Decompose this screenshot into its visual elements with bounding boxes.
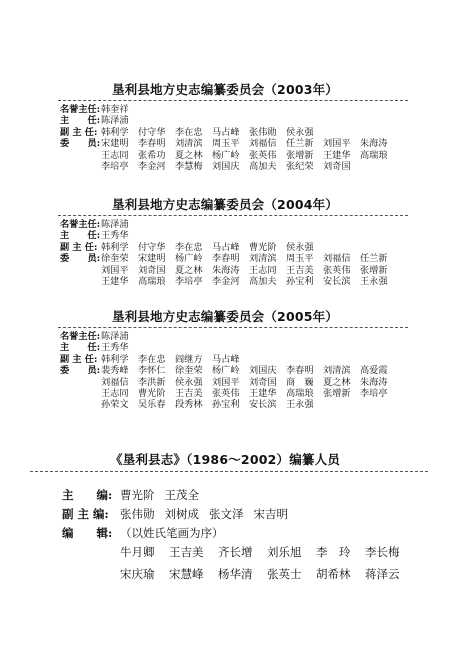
role-label: 名誉主任: xyxy=(60,331,101,342)
member-name: 高加夫 xyxy=(249,160,277,172)
member-row xyxy=(60,331,440,342)
member-name: 高瑞琅 xyxy=(360,149,388,161)
member-name: 刘国庆 xyxy=(212,160,240,172)
member-name: 曹光阶 xyxy=(249,241,277,253)
member-name: 夏之林 xyxy=(323,376,351,388)
member-name: 王建华 xyxy=(249,387,277,399)
member-name: 韩奎祥 xyxy=(101,104,129,115)
member-name: 李培亭 xyxy=(360,387,388,399)
section-title-editors: 《垦利县志》（1986～2002）编纂人员 xyxy=(109,452,341,467)
editor-name: 张伟勋 xyxy=(120,507,155,521)
member-row xyxy=(60,161,440,172)
member-name: 夏之林 xyxy=(175,264,203,276)
member-name: 刘清滨 xyxy=(249,253,277,265)
member-name: 马占峰 xyxy=(212,353,240,365)
member-name: 王秀华 xyxy=(101,230,129,242)
member-name: 杨广岭 xyxy=(212,149,240,161)
member-name: 付守华 xyxy=(138,241,166,253)
editor-row xyxy=(62,487,422,506)
member-name: 裴秀峰 xyxy=(101,365,129,377)
member-row xyxy=(60,150,440,161)
member-name: 陈泽浦 xyxy=(101,115,129,127)
member-name: 陈泽浦 xyxy=(101,331,129,342)
role-label: 名誉主任: xyxy=(60,219,101,230)
member-name: 杨广岭 xyxy=(175,253,203,265)
member-name: 侯永强 xyxy=(175,376,203,388)
member-name: 刘奇国 xyxy=(323,160,351,172)
editor-name: 刘树成 xyxy=(164,507,199,521)
member-name: 周玉平 xyxy=(212,138,240,150)
member-name: 张英伟 xyxy=(323,264,351,276)
member-row xyxy=(60,388,440,399)
role-label xyxy=(60,388,101,399)
member-row xyxy=(60,377,440,388)
editor-member-name: 齐长增 xyxy=(218,545,253,559)
editor-member-name: 李长梅 xyxy=(365,545,400,559)
role-label: 主 编: xyxy=(62,488,113,502)
member-name: 刘福信 xyxy=(249,138,277,150)
role-label: 副 主 任: xyxy=(60,126,98,138)
member-name: 刘奇国 xyxy=(249,376,277,388)
member-row xyxy=(60,104,440,115)
section-title-2004: 垦利县地方史志编纂委员会（2004年） xyxy=(111,197,339,212)
member-name: 高加夫 xyxy=(249,275,277,287)
member-row xyxy=(60,253,440,264)
member-name: 吴乐春 xyxy=(138,399,166,411)
section-title-2005: 垦利县地方史志编纂委员会（2005年） xyxy=(111,309,339,324)
member-name: 马占峰 xyxy=(212,126,240,138)
editor-member-name: 王吉美 xyxy=(169,545,204,559)
editor-name: 曹光阶 xyxy=(120,488,155,502)
role-label: 编 辑: xyxy=(62,526,113,540)
committee-2005 xyxy=(60,331,440,411)
member-name: 李在忠 xyxy=(138,353,166,365)
member-row xyxy=(60,365,440,376)
member-name: 安长滨 xyxy=(249,399,277,411)
editor-member-name: 牛月卿 xyxy=(120,545,155,559)
member-name: 商 巍 xyxy=(286,376,314,388)
editor-member-name: 宋庆瑜 xyxy=(120,567,155,581)
member-name: 侯永强 xyxy=(286,241,314,253)
member-name: 张纪荣 xyxy=(286,160,314,172)
editor-member-name: 杨华清 xyxy=(218,567,253,581)
member-name: 韩利学 xyxy=(101,241,129,253)
editor-member-row xyxy=(62,544,422,566)
member-name: 曹光阶 xyxy=(138,387,166,399)
role-label: 委 员: xyxy=(60,138,101,150)
member-name: 侯永强 xyxy=(286,126,314,138)
member-name: 孙宝利 xyxy=(286,275,314,287)
role-label: 主 任: xyxy=(60,230,101,242)
member-row xyxy=(60,354,440,365)
member-name: 李在忠 xyxy=(175,126,203,138)
member-row xyxy=(60,230,440,241)
member-name: 刘清滨 xyxy=(323,365,351,377)
member-name: 张增新 xyxy=(323,387,351,399)
member-name: 段秀林 xyxy=(175,399,203,411)
member-name: 周玉平 xyxy=(286,253,314,265)
editor-name: 王茂全 xyxy=(164,488,199,502)
editor-member-name: 宋慧峰 xyxy=(169,567,204,581)
member-name: 王建华 xyxy=(323,149,351,161)
member-name: 李春明 xyxy=(286,365,314,377)
role-label: 副 主 任: xyxy=(60,241,98,253)
member-name: 王永强 xyxy=(286,399,314,411)
member-name: 张增新 xyxy=(360,264,388,276)
member-name: 任兰新 xyxy=(286,138,314,150)
member-name: 高爱霞 xyxy=(360,365,388,377)
member-name: 夏之林 xyxy=(175,149,203,161)
editor-row xyxy=(62,525,422,544)
member-row xyxy=(60,219,440,230)
member-name: 刘福信 xyxy=(323,253,351,265)
member-name: 孙宝利 xyxy=(212,399,240,411)
committee-2004 xyxy=(60,219,440,287)
member-name: 孙荣文 xyxy=(101,399,129,411)
role-label xyxy=(60,399,101,410)
member-name: 宋建明 xyxy=(101,138,129,150)
member-name: 高瑞琅 xyxy=(138,275,166,287)
member-name: 韩利学 xyxy=(101,353,129,365)
role-label: 委 员: xyxy=(60,365,101,377)
member-name: 王吉美 xyxy=(175,387,203,399)
member-name: 李培亭 xyxy=(101,160,129,172)
member-name: 朱海涛 xyxy=(360,376,388,388)
editor-name: 宋吉明 xyxy=(253,507,288,521)
member-row xyxy=(60,265,440,276)
divider xyxy=(30,471,428,472)
member-name: 王永强 xyxy=(360,275,388,287)
divider xyxy=(58,100,408,101)
editors-list xyxy=(62,487,422,588)
member-name: 王建华 xyxy=(101,275,129,287)
member-row xyxy=(60,138,440,149)
member-name: 杨广岭 xyxy=(212,365,240,377)
member-name: 刘清滨 xyxy=(175,138,203,150)
role-label: 主 任: xyxy=(60,342,101,354)
member-name: 李金河 xyxy=(212,275,240,287)
member-name: 付守华 xyxy=(138,126,166,138)
member-name: 刘国平 xyxy=(101,264,129,276)
member-name: 张英伟 xyxy=(212,387,240,399)
member-name: 朱海涛 xyxy=(360,138,388,150)
member-name: 陈泽浦 xyxy=(101,219,129,230)
member-row xyxy=(60,342,440,353)
section-title-2003: 垦利县地方史志编纂委员会（2003年） xyxy=(111,82,339,97)
member-name: 王吉美 xyxy=(286,264,314,276)
role-label xyxy=(60,265,101,276)
member-name: 李怀仁 xyxy=(138,365,166,377)
member-name: 刘国平 xyxy=(212,376,240,388)
member-name: 安长滨 xyxy=(323,275,351,287)
editor-name: 张文泽 xyxy=(209,507,244,521)
member-name: 李春明 xyxy=(212,253,240,265)
member-name: 李培亭 xyxy=(175,275,203,287)
member-name: 张英伟 xyxy=(249,149,277,161)
member-name: 马占峰 xyxy=(212,241,240,253)
member-row xyxy=(60,242,440,253)
member-name: 刘奇国 xyxy=(138,264,166,276)
role-label: 主 任: xyxy=(60,115,101,127)
member-name: 刘国平 xyxy=(323,138,351,150)
role-label: 副 主 编: xyxy=(62,507,109,521)
member-name: 李金河 xyxy=(138,160,166,172)
member-name: 张伟勋 xyxy=(249,126,277,138)
member-row xyxy=(60,115,440,126)
editor-member-name: 刘乐旭 xyxy=(267,545,302,559)
member-name: 李春明 xyxy=(138,138,166,150)
member-name: 李慧梅 xyxy=(175,160,203,172)
editor-member-name: 张英士 xyxy=(267,567,302,581)
member-name: 王志同 xyxy=(249,264,277,276)
member-name: 宋建明 xyxy=(138,253,166,265)
role-label xyxy=(60,161,101,172)
member-row xyxy=(60,276,440,287)
committee-2003 xyxy=(60,104,440,172)
member-name: 张增新 xyxy=(286,149,314,161)
member-name: 刘福信 xyxy=(101,376,129,388)
role-label xyxy=(60,377,101,388)
member-name: 王秀华 xyxy=(101,342,129,354)
role-label xyxy=(60,276,101,287)
member-name: 高瑞琅 xyxy=(286,387,314,399)
member-name: 任兰新 xyxy=(360,253,388,265)
member-name: 徐奎荣 xyxy=(175,365,203,377)
editor-row xyxy=(62,506,422,525)
editor-member-name: 李 玲 xyxy=(316,545,351,559)
member-row xyxy=(60,127,440,138)
role-label: 名誉主任: xyxy=(60,104,101,115)
member-name: 王志同 xyxy=(101,149,129,161)
member-name: 李在忠 xyxy=(175,241,203,253)
role-label: 委 员: xyxy=(60,253,101,265)
member-name: 李洪新 xyxy=(138,376,166,388)
role-label: 副 主 任: xyxy=(60,353,98,365)
member-row xyxy=(60,399,440,410)
editor-member-name: 胡希林 xyxy=(316,567,351,581)
role-label xyxy=(60,150,101,161)
member-name: 阎继方 xyxy=(175,353,203,365)
divider xyxy=(58,215,408,216)
divider xyxy=(58,327,408,328)
editor-member-name: 蒋泽云 xyxy=(365,567,400,581)
member-name: 朱海涛 xyxy=(212,264,240,276)
member-name: 韩利学 xyxy=(101,126,129,138)
editor-name: （以姓氏笔画为序） xyxy=(120,526,224,540)
member-name: 徐奎荣 xyxy=(101,253,129,265)
member-name: 张希功 xyxy=(138,149,166,161)
member-name: 王志同 xyxy=(101,387,129,399)
editor-member-row xyxy=(62,566,422,588)
member-name: 刘国庆 xyxy=(249,365,277,377)
